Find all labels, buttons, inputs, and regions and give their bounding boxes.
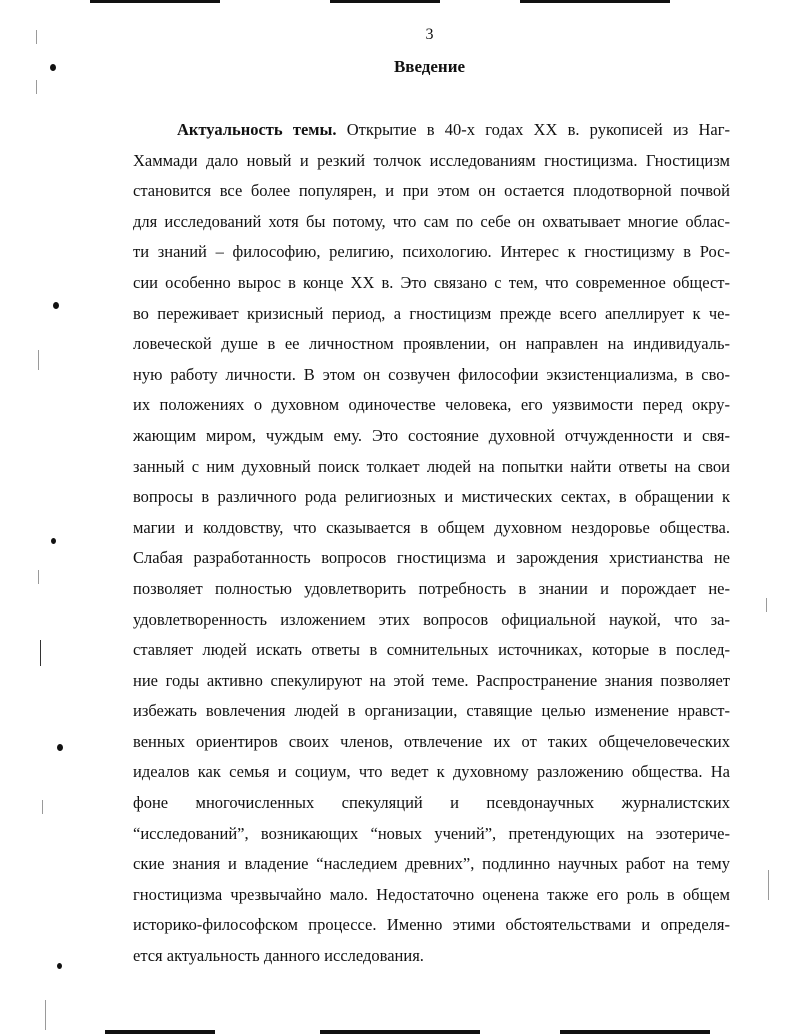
paragraph-line-26: гностицизма чрезвычайно мало. Недостаточно оценена также его роль в общем <box>133 884 730 904</box>
scan-artifact-top-bar-left <box>90 0 220 3</box>
paragraph-line-18: ставляет людей искать ответы в сомнительных источниках, которые в послед- <box>133 640 730 660</box>
paragraph-line-17: удовлетворенность изложением этих вопросов официальной наукой, что за- <box>133 609 730 629</box>
paragraph-line-28: ется актуальность данного исследования. <box>133 946 424 966</box>
paragraph-line-3: становится все более популярен, и при этом он остается плодотворной почвой <box>133 181 730 201</box>
paragraph-line-27: историко-философском процессе. Именно этими обстоятельствами и определя- <box>133 915 730 935</box>
paragraph-line-8: ловеческой душе в ее личностном проявлении, он направлен на индивидуаль- <box>133 334 730 354</box>
paragraph-line-21: венных ориентиров своих членов, отвлечение их от таких общечеловеческих <box>133 731 730 751</box>
scan-artifact-line-3 <box>38 350 39 370</box>
scan-artifact-dot-3 <box>51 538 56 544</box>
paragraph-line-22: идеалов как семья и социум, что ведет к духовному разложению общества. На <box>133 762 730 782</box>
paragraph-line-23: фоне многочисленных спекуляций и псевдонаучных журналистских <box>133 793 730 813</box>
scan-artifact-bottom-bar-right <box>560 1030 710 1034</box>
paragraph-line-14: магии и колдовству, что сказывается в общем духовном нездоровье общества. <box>133 517 730 537</box>
paragraph-line-12: занный с ним духовный поиск толкает людей на попытки найти ответы на свои <box>133 456 730 476</box>
paragraph-line-24: “исследований”, возникающих “новых учений”, претендующих на эзотериче- <box>133 823 730 843</box>
paragraph-line-5: ти знаний – философию, религию, психологию. Интерес к гностицизму в Рос- <box>133 242 730 262</box>
paragraph-line-15: Слабая разработанность вопросов гностицизма и зарождения христианства не <box>133 548 730 568</box>
paragraph-line-13: вопросы в различного рода религиозных и мистических сектах, в обращении к <box>133 487 730 507</box>
scan-artifact-line-6 <box>42 800 43 814</box>
paragraph-line-9: ную работу личности. В этом он созвучен философии экзистенциализма, в сво- <box>133 364 730 384</box>
scan-artifact-dot-5 <box>57 963 62 969</box>
page-number: 3 <box>425 26 434 43</box>
paragraph-line-25: ские знания и владение “наследием древних”, подлинно научных работ на тему <box>133 854 730 874</box>
paragraph-line-20: избежать вовлечения людей в организации, ставящие целью изменение нравст- <box>133 701 730 721</box>
scan-artifact-dot-2 <box>53 302 59 309</box>
scan-artifact-bottom-bar-left <box>105 1030 215 1034</box>
scan-artifact-line-5 <box>40 640 41 666</box>
paragraph-line-4: для исследований хотя бы потому, что сам по себе он охватывает многие облас- <box>133 211 730 231</box>
scan-artifact-line-9 <box>768 870 769 900</box>
paragraph-line-11: жающим миром, чуждым ему. Это состояние духовной отчужденности и свя- <box>133 425 730 445</box>
paragraph-line-2: Хаммади дало новый и резкий толчок исследованиям гностицизма. Гностицизм <box>133 150 730 170</box>
paragraph-line-10: их положениях о духовном одиночестве человека, его уязвимости перед окру- <box>133 395 730 415</box>
paragraph-line-19: ние годы активно спекулируют на этой теме. Распространение знания позволяет <box>133 670 730 690</box>
scan-artifact-bottom-bar-mid <box>320 1030 480 1034</box>
paragraph-lead: Актуальность темы. <box>177 120 337 139</box>
scan-artifact-line-7 <box>45 1000 46 1030</box>
scan-artifact-line-4 <box>38 570 39 584</box>
scan-artifact-top-bar-mid <box>330 0 440 3</box>
scan-artifact-line-2 <box>36 80 37 94</box>
paragraph-line-1: Актуальность темы. Открытие в 40-х годах XX в. рукописей из Наг- <box>177 120 730 139</box>
page-title: Введение <box>393 57 466 76</box>
scan-artifact-dot-4 <box>57 744 63 751</box>
paragraph-line-16: позволяет полностью удовлетворить потребность в знании и порождает не- <box>133 578 730 598</box>
scan-artifact-line-8 <box>766 598 767 612</box>
scan-artifact-top-bar-right <box>520 0 670 3</box>
paragraph-line-6: сии особенно вырос в конце XX в. Это связано с тем, что современное общест- <box>133 272 730 292</box>
paragraph-line-7: во переживает кризисный период, а гностицизм прежде всего апеллирует к че- <box>133 303 730 323</box>
body-paragraph <box>133 115 730 972</box>
